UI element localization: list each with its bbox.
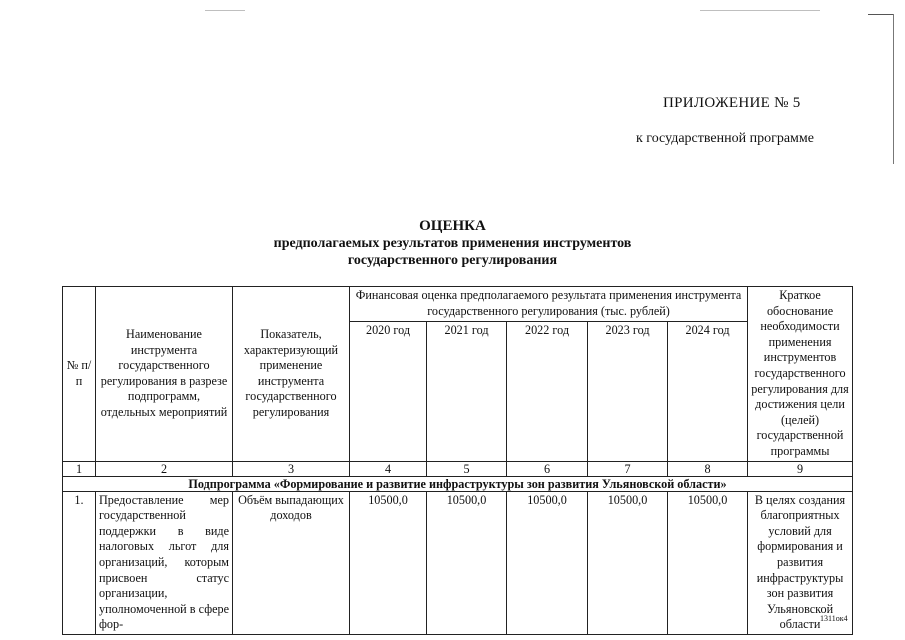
row-value-2022: 10500,0 (507, 491, 588, 634)
column-number-7: 7 (588, 461, 668, 476)
column-number-5: 5 (427, 461, 507, 476)
header-year-2021: 2021 год (427, 322, 507, 461)
row-value-2021: 10500,0 (427, 491, 507, 634)
header-number: № п/п (63, 287, 96, 462)
document-subtitle-line1: предполагаемых результатов применения инструментов (273, 236, 632, 251)
row-instrument-name: Предоставление мер государственной поддержки в виде налоговых льгот для организаций, которым присвоен статус организации, уполномоченной в сфере фор- (96, 491, 233, 634)
row-value-2020: 10500,0 (350, 491, 427, 634)
row-number: 1. (63, 491, 96, 634)
scan-line-top (205, 10, 245, 11)
column-number-2: 2 (96, 461, 233, 476)
page-code: 1311ок4 (820, 614, 848, 623)
column-number-4: 4 (350, 461, 427, 476)
header-justification: Краткое обоснование необходимости применения инструментов государственного регулирования для достижения цели (целей) государственной программы (748, 287, 853, 462)
row-value-2024: 10500,0 (668, 491, 748, 634)
column-number-3: 3 (233, 461, 350, 476)
row-value-2023: 10500,0 (588, 491, 668, 634)
scan-line-corner (868, 14, 894, 15)
header-year-2020: 2020 год (350, 322, 427, 461)
row-indicator: Объём выпадающих доходов (233, 491, 350, 634)
scan-line-edge (893, 14, 894, 164)
column-number-8: 8 (668, 461, 748, 476)
header-indicator: Показатель, характеризующий применение инструмента государственного регулирования (233, 287, 350, 462)
header-year-2024: 2024 год (668, 322, 748, 461)
column-number-1: 1 (63, 461, 96, 476)
scan-line-top-right (700, 10, 820, 11)
header-instrument-name: Наименование инструмента государственного регулирования в разрезе подпрограмм, отдельных мероприятий (96, 287, 233, 462)
header-year-2022: 2022 год (507, 322, 588, 461)
document-subtitle-line2: государственного регулирования (347, 253, 558, 268)
column-number-9: 9 (748, 461, 853, 476)
row-justification: В целях создания благоприятных условий для формирования и развития инфраструктуры зон развития Ульяновской области (748, 491, 853, 634)
document-title: ОЦЕНКА (419, 218, 486, 234)
appendix-subheading: к государственной программе (636, 131, 814, 146)
column-number-6: 6 (507, 461, 588, 476)
header-financial-estimate: Финансовая оценка предполагаемого результата применения инструмента государственного регулирования (тыс. рублей) (350, 287, 748, 322)
subprogram-heading: Подпрограмма «Формирование и развитие инфраструктуры зон развития Ульяновской области» (63, 476, 853, 491)
evaluation-table (62, 286, 853, 635)
appendix-heading: ПРИЛОЖЕНИЕ № 5 (663, 95, 801, 111)
header-year-2023: 2023 год (588, 322, 668, 461)
